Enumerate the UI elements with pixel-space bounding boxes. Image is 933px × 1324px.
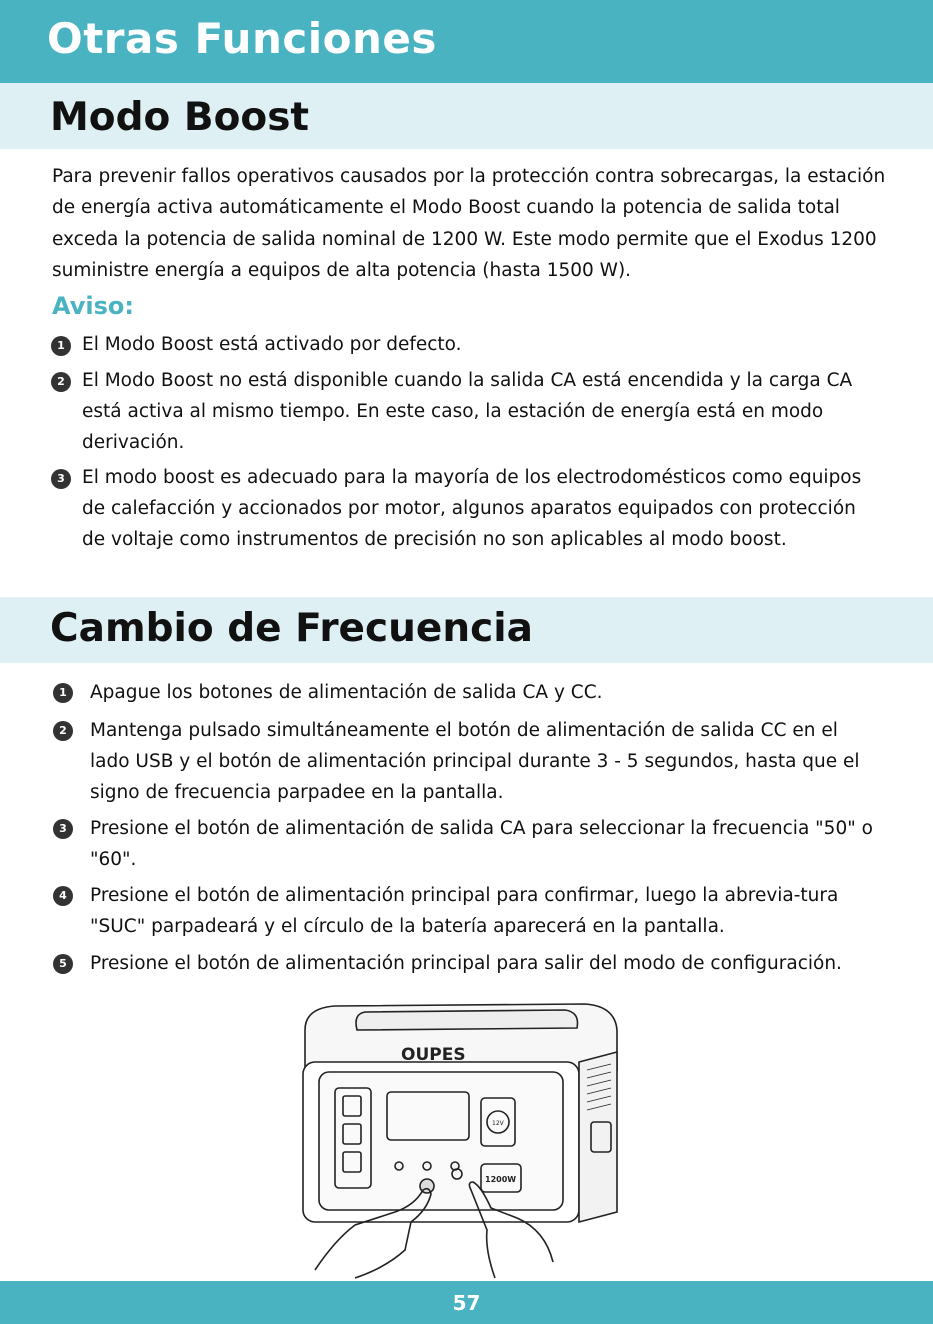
page-title: Otras Funciones — [47, 14, 437, 63]
notice-item — [57, 462, 882, 556]
brand-label: OUPES — [401, 1045, 466, 1065]
step-item — [59, 813, 890, 875]
boost-intro-paragraph: Para prevenir fallos operativos causados por la protección contra sobrecargas, la estación de energía activa automáticamente el Modo Boost cuando la potencia de salida total exceda la potencia de salida nominal de 1200 W. Este modo permite que el Exodus 1200 suministre energía a equipos de alta potencia (hasta 1500 W). — [52, 166, 886, 281]
number-badge-icon: 3 — [51, 469, 71, 489]
page-number: 57 — [452, 1291, 481, 1315]
number-badge-icon: 1 — [51, 336, 71, 356]
power-station-illustration-icon — [295, 1000, 625, 1280]
number-badge-icon: 4 — [53, 886, 73, 906]
section-title-frequency: Cambio de Frecuencia — [50, 606, 533, 651]
notice-text: El Modo Boost no está disponible cuando la salida CA está encendida y la carga CA está activa al mismo tiempo. En este caso, la estación de energía está en modo derivación. — [82, 370, 853, 454]
notice-item — [57, 329, 882, 360]
step-text: Presione el botón de alimentación de salida CA para seleccionar la frecuencia "50" o "60". — [90, 818, 873, 871]
step-text: Mantenga pulsado simultáneamente el botón de alimentación de salida CC en el lado USB y el botón de alimentación principal durante 3 - 5 segundos, hasta que el signo de frecuencia parpadee en la pantalla. — [90, 720, 860, 804]
top-banner — [0, 0, 933, 83]
number-badge-icon: 2 — [53, 721, 73, 741]
step-text: Presione el botón de alimentación principal para salir del modo de configuración. — [90, 953, 842, 974]
notice-item — [57, 365, 862, 459]
notice-text: El modo boost es adecuado para la mayoría de los electrodomésticos como equipos de calefacción y accionados por motor, algunos aparatos equipados con protección de voltaje como instrumentos de precisión no son aplicables al modo boost. — [82, 467, 862, 551]
number-badge-icon: 5 — [53, 954, 73, 974]
section-header-frequency — [0, 597, 933, 663]
number-badge-icon: 1 — [53, 683, 73, 703]
footer-bar — [0, 1281, 933, 1324]
step-item — [59, 880, 890, 942]
step-text: Presione el botón de alimentación principal para confirmar, luego la abrevia-tura "SUC" parpadeará y el círculo de la batería aparecerá en la pantalla. — [90, 885, 839, 938]
step-item — [59, 948, 920, 979]
notice-label: Aviso: — [52, 292, 134, 320]
step-text: Apague los botones de alimentación de salida CA y CC. — [90, 682, 603, 703]
power-rating-label: 1200W — [485, 1175, 517, 1184]
section-title-boost: Modo Boost — [50, 95, 310, 140]
step-item — [59, 677, 900, 708]
notice-text: El Modo Boost está activado por defecto. — [82, 334, 462, 355]
port-label: 12V — [492, 1120, 504, 1127]
number-badge-icon: 2 — [51, 372, 71, 392]
step-item — [59, 715, 875, 809]
section-header-boost — [0, 83, 933, 149]
number-badge-icon: 3 — [53, 819, 73, 839]
